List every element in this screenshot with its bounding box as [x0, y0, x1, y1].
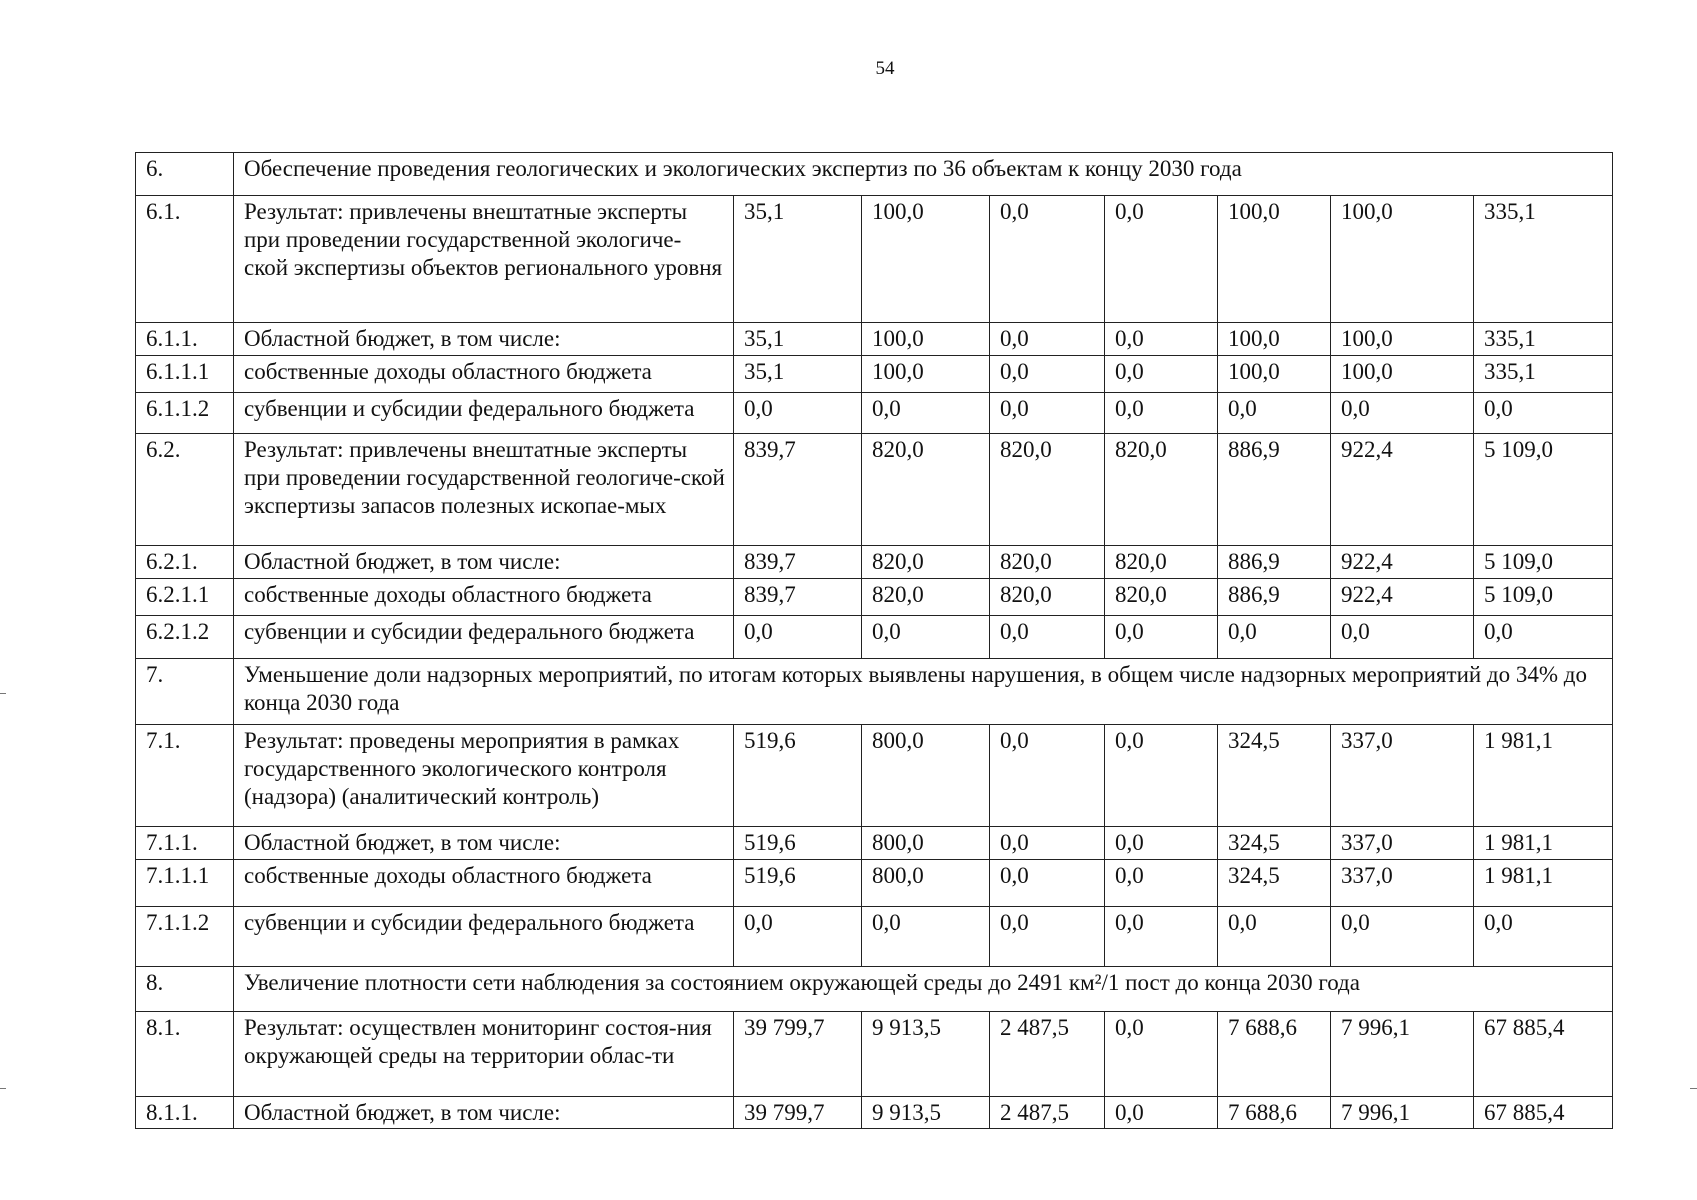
table-row	[136, 1012, 1613, 1097]
value-cell: 0,0	[1105, 1012, 1218, 1097]
table-row	[136, 196, 1613, 323]
table-row	[136, 725, 1613, 827]
value-cell: 0,0	[862, 907, 990, 967]
value-cell: 0,0	[990, 196, 1105, 323]
value-cell: 35,1	[734, 323, 862, 356]
row-description: Результат: привлечены внештатные эксперты при проведении государственной экологиче-ской экспертизы объектов регионального уровня	[234, 196, 734, 323]
row-number: 7.1.1.	[136, 827, 234, 860]
row-number: 6.2.1.	[136, 546, 234, 579]
table-row	[136, 356, 1613, 393]
value-cell: 337,0	[1331, 827, 1474, 860]
value-cell: 7 996,1	[1331, 1012, 1474, 1097]
value-cell: 100,0	[1218, 323, 1331, 356]
value-cell: 1 981,1	[1474, 860, 1613, 907]
row-number: 7.1.	[136, 725, 234, 827]
value-cell: 519,6	[734, 827, 862, 860]
row-number: 6.2.	[136, 434, 234, 546]
value-cell: 5 109,0	[1474, 579, 1613, 616]
page-number: 54	[875, 58, 895, 79]
value-cell: 0,0	[1105, 393, 1218, 434]
value-cell: 0,0	[990, 907, 1105, 967]
value-cell: 800,0	[862, 725, 990, 827]
value-cell: 820,0	[862, 546, 990, 579]
value-cell: 0,0	[1105, 1097, 1218, 1129]
value-cell: 0,0	[1105, 860, 1218, 907]
value-cell: 0,0	[734, 393, 862, 434]
row-description: собственные доходы областного бюджета	[234, 860, 734, 907]
value-cell: 0,0	[1105, 827, 1218, 860]
value-cell: 100,0	[1218, 356, 1331, 393]
row-number: 6.1.	[136, 196, 234, 323]
section-row	[136, 659, 1613, 725]
value-cell: 5 109,0	[1474, 546, 1613, 579]
value-cell: 0,0	[1105, 196, 1218, 323]
value-cell: 0,0	[1105, 356, 1218, 393]
value-cell: 0,0	[1105, 725, 1218, 827]
value-cell: 922,4	[1331, 579, 1474, 616]
row-number: 7.	[136, 659, 234, 725]
table-row	[136, 907, 1613, 967]
value-cell: 0,0	[1218, 393, 1331, 434]
row-number: 7.1.1.1	[136, 860, 234, 907]
row-number: 6.1.1.2	[136, 393, 234, 434]
value-cell: 0,0	[1331, 393, 1474, 434]
section-description: Уменьшение доли надзорных мероприятий, по итогам которых выявлены нарушения, в общем числе надзорных мероприятий до 34% до конца 2030 года	[234, 659, 1613, 725]
value-cell: 820,0	[862, 434, 990, 546]
value-cell: 337,0	[1331, 860, 1474, 907]
margin-mark-left	[0, 693, 6, 694]
row-number: 6.1.1.	[136, 323, 234, 356]
value-cell: 1 981,1	[1474, 827, 1613, 860]
table-body	[136, 153, 1613, 1129]
value-cell: 7 688,6	[1218, 1012, 1331, 1097]
value-cell: 0,0	[990, 860, 1105, 907]
value-cell: 2 487,5	[990, 1012, 1105, 1097]
table-row	[136, 546, 1613, 579]
value-cell: 35,1	[734, 356, 862, 393]
value-cell: 886,9	[1218, 579, 1331, 616]
value-cell: 5 109,0	[1474, 434, 1613, 546]
row-number: 6.2.1.2	[136, 616, 234, 659]
value-cell: 820,0	[990, 434, 1105, 546]
value-cell: 0,0	[734, 907, 862, 967]
value-cell: 0,0	[990, 393, 1105, 434]
value-cell: 886,9	[1218, 434, 1331, 546]
value-cell: 839,7	[734, 434, 862, 546]
value-cell: 0,0	[1105, 616, 1218, 659]
value-cell: 9 913,5	[862, 1012, 990, 1097]
row-description: субвенции и субсидии федерального бюджета	[234, 616, 734, 659]
value-cell: 2 487,5	[990, 1097, 1105, 1129]
value-cell: 9 913,5	[862, 1097, 990, 1129]
section-row	[136, 153, 1613, 196]
table-row	[136, 1097, 1613, 1129]
value-cell: 67 885,4	[1474, 1097, 1613, 1129]
margin-mark-left-lower	[0, 1088, 6, 1089]
value-cell: 922,4	[1331, 546, 1474, 579]
value-cell: 100,0	[1218, 196, 1331, 323]
row-description: субвенции и субсидии федерального бюджета	[234, 393, 734, 434]
table-row	[136, 579, 1613, 616]
value-cell: 324,5	[1218, 860, 1331, 907]
row-description: Областной бюджет, в том числе:	[234, 546, 734, 579]
row-description: Областной бюджет, в том числе:	[234, 827, 734, 860]
value-cell: 0,0	[1218, 907, 1331, 967]
value-cell: 820,0	[1105, 579, 1218, 616]
value-cell: 519,6	[734, 860, 862, 907]
value-cell: 820,0	[990, 546, 1105, 579]
value-cell: 0,0	[1105, 907, 1218, 967]
row-description: Областной бюджет, в том числе:	[234, 1097, 734, 1129]
section-row	[136, 967, 1613, 1012]
value-cell: 100,0	[862, 356, 990, 393]
value-cell: 0,0	[1218, 616, 1331, 659]
value-cell: 39 799,7	[734, 1012, 862, 1097]
value-cell: 100,0	[1331, 323, 1474, 356]
row-number: 8.1.	[136, 1012, 234, 1097]
row-number: 6.1.1.1	[136, 356, 234, 393]
value-cell: 839,7	[734, 546, 862, 579]
value-cell: 7 688,6	[1218, 1097, 1331, 1129]
row-description: Результат: привлечены внештатные эксперты при проведении государственной геологиче-ской экспертизы запасов полезных ископае-мых	[234, 434, 734, 546]
value-cell: 0,0	[862, 393, 990, 434]
value-cell: 1 981,1	[1474, 725, 1613, 827]
value-cell: 39 799,7	[734, 1097, 862, 1129]
row-description: Областной бюджет, в том числе:	[234, 323, 734, 356]
row-number: 6.	[136, 153, 234, 196]
value-cell: 800,0	[862, 827, 990, 860]
budget-table	[135, 152, 1613, 1129]
value-cell: 886,9	[1218, 546, 1331, 579]
value-cell: 820,0	[1105, 434, 1218, 546]
value-cell: 820,0	[990, 579, 1105, 616]
row-description: Результат: проведены мероприятия в рамках государственного экологического контроля (надзора) (аналитический контроль)	[234, 725, 734, 827]
row-number: 8.	[136, 967, 234, 1012]
value-cell: 0,0	[1474, 907, 1613, 967]
value-cell: 922,4	[1331, 434, 1474, 546]
value-cell: 7 996,1	[1331, 1097, 1474, 1129]
value-cell: 0,0	[1331, 616, 1474, 659]
value-cell: 0,0	[1331, 907, 1474, 967]
value-cell: 35,1	[734, 196, 862, 323]
value-cell: 820,0	[862, 579, 990, 616]
table-row	[136, 860, 1613, 907]
value-cell: 0,0	[862, 616, 990, 659]
value-cell: 0,0	[990, 356, 1105, 393]
row-number: 7.1.1.2	[136, 907, 234, 967]
value-cell: 0,0	[1105, 323, 1218, 356]
table-row	[136, 393, 1613, 434]
value-cell: 335,1	[1474, 356, 1613, 393]
value-cell: 100,0	[1331, 196, 1474, 323]
value-cell: 324,5	[1218, 725, 1331, 827]
value-cell: 100,0	[862, 196, 990, 323]
row-description: собственные доходы областного бюджета	[234, 356, 734, 393]
value-cell: 100,0	[862, 323, 990, 356]
row-description: собственные доходы областного бюджета	[234, 579, 734, 616]
section-description: Увеличение плотности сети наблюдения за состоянием окружающей среды до 2491 км²/1 пост до конца 2030 года	[234, 967, 1613, 1012]
value-cell: 519,6	[734, 725, 862, 827]
table-row	[136, 323, 1613, 356]
value-cell: 0,0	[990, 725, 1105, 827]
table-row	[136, 616, 1613, 659]
value-cell: 820,0	[1105, 546, 1218, 579]
value-cell: 0,0	[990, 616, 1105, 659]
value-cell: 67 885,4	[1474, 1012, 1613, 1097]
row-description: субвенции и субсидии федерального бюджета	[234, 907, 734, 967]
value-cell: 0,0	[1474, 393, 1613, 434]
value-cell: 800,0	[862, 860, 990, 907]
value-cell: 100,0	[1331, 356, 1474, 393]
value-cell: 0,0	[1474, 616, 1613, 659]
value-cell: 335,1	[1474, 196, 1613, 323]
value-cell: 335,1	[1474, 323, 1613, 356]
table-row	[136, 434, 1613, 546]
section-description: Обеспечение проведения геологических и экологических экспертиз по 36 объектам к концу 2030 года	[234, 153, 1613, 196]
value-cell: 839,7	[734, 579, 862, 616]
value-cell: 337,0	[1331, 725, 1474, 827]
margin-mark-right	[1690, 1088, 1697, 1089]
value-cell: 0,0	[990, 323, 1105, 356]
value-cell: 324,5	[1218, 827, 1331, 860]
value-cell: 0,0	[734, 616, 862, 659]
table-row	[136, 827, 1613, 860]
value-cell: 0,0	[990, 827, 1105, 860]
row-description: Результат: осуществлен мониторинг состоя-ния окружающей среды на территории облас-ти	[234, 1012, 734, 1097]
row-number: 6.2.1.1	[136, 579, 234, 616]
row-number: 8.1.1.	[136, 1097, 234, 1129]
